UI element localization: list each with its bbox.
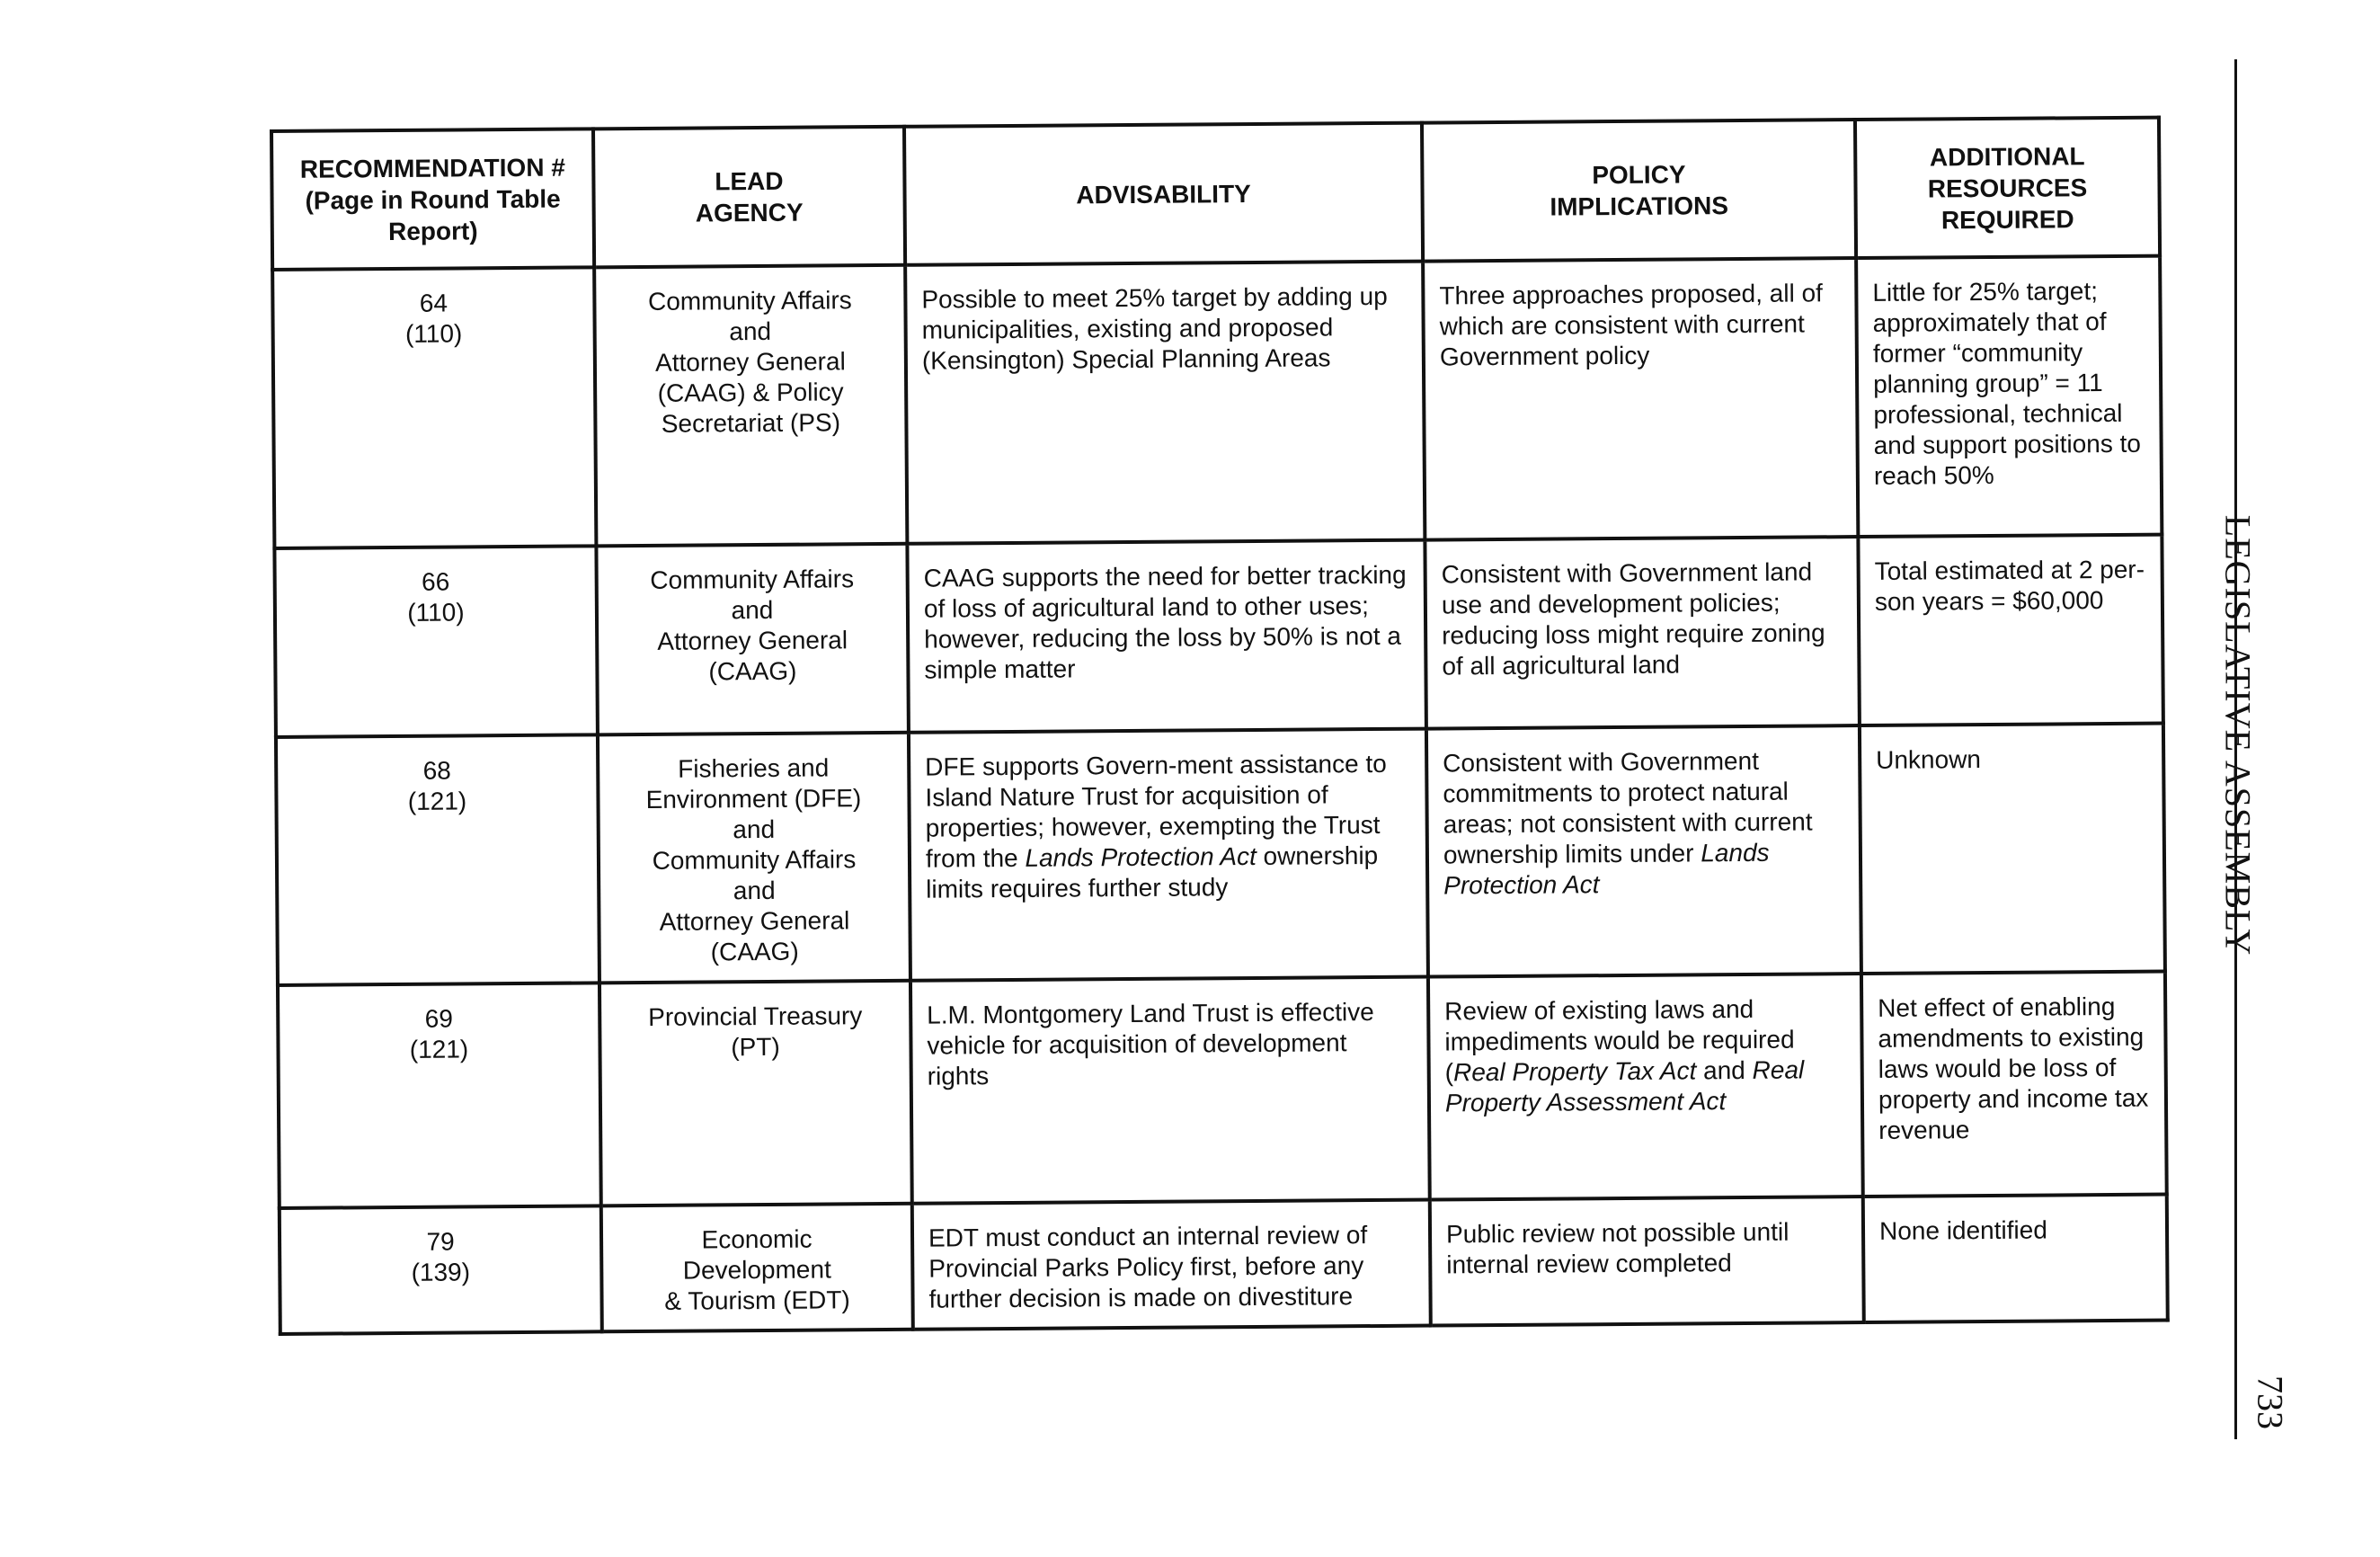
policy-implications-cell: Public review not possible until internal review completed	[1430, 1197, 1864, 1326]
lead-agency-cell: Economic Development & Tourism (EDT)	[601, 1204, 913, 1332]
header-additional-resources: ADDITIONAL RESOURCES REQUIRED	[1855, 118, 2160, 258]
advisability-cell: Possible to meet 25% target by adding up municipalities, existing and proposed (Kensington) Special Planning Areas	[905, 262, 1425, 544]
table-row	[276, 724, 2165, 985]
table-row	[274, 535, 2162, 737]
lead-agency-cell: Community Affairs and Attorney General (CAAG)	[596, 544, 909, 735]
running-header: LEGISLATIVE ASSEMBLY	[2217, 514, 2259, 956]
table-header-row	[271, 118, 2160, 270]
page-number: 733	[2250, 1375, 2291, 1429]
header-policy-implications: POLICY IMPLICATIONS	[1422, 120, 1856, 262]
additional-resources-cell: Little for 25% target; approximately that of former “community planning group” = 11 professional, technical and support positions to reach 50%	[1856, 256, 2162, 537]
advisability-cell: DFE supports Govern-ment assistance to Island Nature Trust for acquisition of properties; however, exempting the Trust from the Lands Protection Act ownership limits requires further study	[909, 729, 1428, 981]
act-title: Lands Protection Act	[1443, 838, 1770, 900]
policy-implications-cell: Review of existing laws and impediments would be required (Real Property Tax Act and Real Property Assessment Act	[1428, 974, 1863, 1200]
lead-agency-cell: Community Affairs and Attorney General (CAAG) & Policy Secretariat (PS)	[594, 265, 907, 547]
recommendation-cell: 66 (110)	[274, 546, 598, 737]
header-advisability: ADVISABILITY	[904, 123, 1423, 265]
act-title: Real Property Tax Act	[1452, 1056, 1697, 1087]
advisability-cell: L.M. Montgomery Land Trust is effective vehicle for acquisition of development rights	[910, 977, 1430, 1204]
additional-resources-cell: None identified	[1863, 1195, 2168, 1322]
table-row	[280, 1195, 2168, 1334]
recommendation-cell: 64 (110)	[272, 267, 596, 548]
lead-agency-cell: Provincial Treasury (PT)	[599, 981, 912, 1206]
policy-implications-cell: Three approaches proposed, all of which are consistent with current Government policy	[1423, 258, 1858, 540]
lead-agency-cell: Fisheries and Environment (DFE) and Community Affairs and Attorney General (CAAG)	[598, 733, 910, 983]
advisability-cell: CAAG supports the need for better tracking of loss of agricultural land to other uses; however, reducing the loss by 50% is not a simple matter	[907, 540, 1426, 733]
table-row	[278, 972, 2167, 1208]
header-lead-agency: LEAD AGENCY	[593, 127, 905, 268]
recommendation-cell: 69 (121)	[278, 983, 601, 1208]
policy-implications-cell: Consistent with Government land use and development policies; reducing loss might require zoning of all agricultural land	[1425, 537, 1860, 729]
recommendation-cell: 68 (121)	[276, 734, 599, 985]
additional-resources-cell: Net effect of enabling amendments to existing laws would be loss of property and income tax revenue	[1861, 972, 2167, 1197]
recommendation-cell: 79 (139)	[280, 1206, 602, 1334]
recommendations-table	[270, 116, 2170, 1336]
policy-implications-cell: Consistent with Government commitments to protect natural areas; not consistent with current ownership limits under Lands Protection Act	[1426, 725, 1861, 977]
act-title: Lands Protection Act	[1025, 841, 1257, 872]
additional-resources-cell: Total estimated at 2 per-son years = $60,000	[1858, 535, 2163, 725]
additional-resources-cell: Unknown	[1860, 724, 2165, 974]
act-title: Real Property Assessment Act	[1444, 1055, 1805, 1117]
advisability-cell: EDT must conduct an internal review of Provincial Parks Policy first, before any further decision is made on divestiture	[912, 1200, 1431, 1330]
header-recommendation: RECOMMENDATION # (Page in Round Table Report)	[271, 129, 594, 270]
table-row	[272, 256, 2162, 548]
